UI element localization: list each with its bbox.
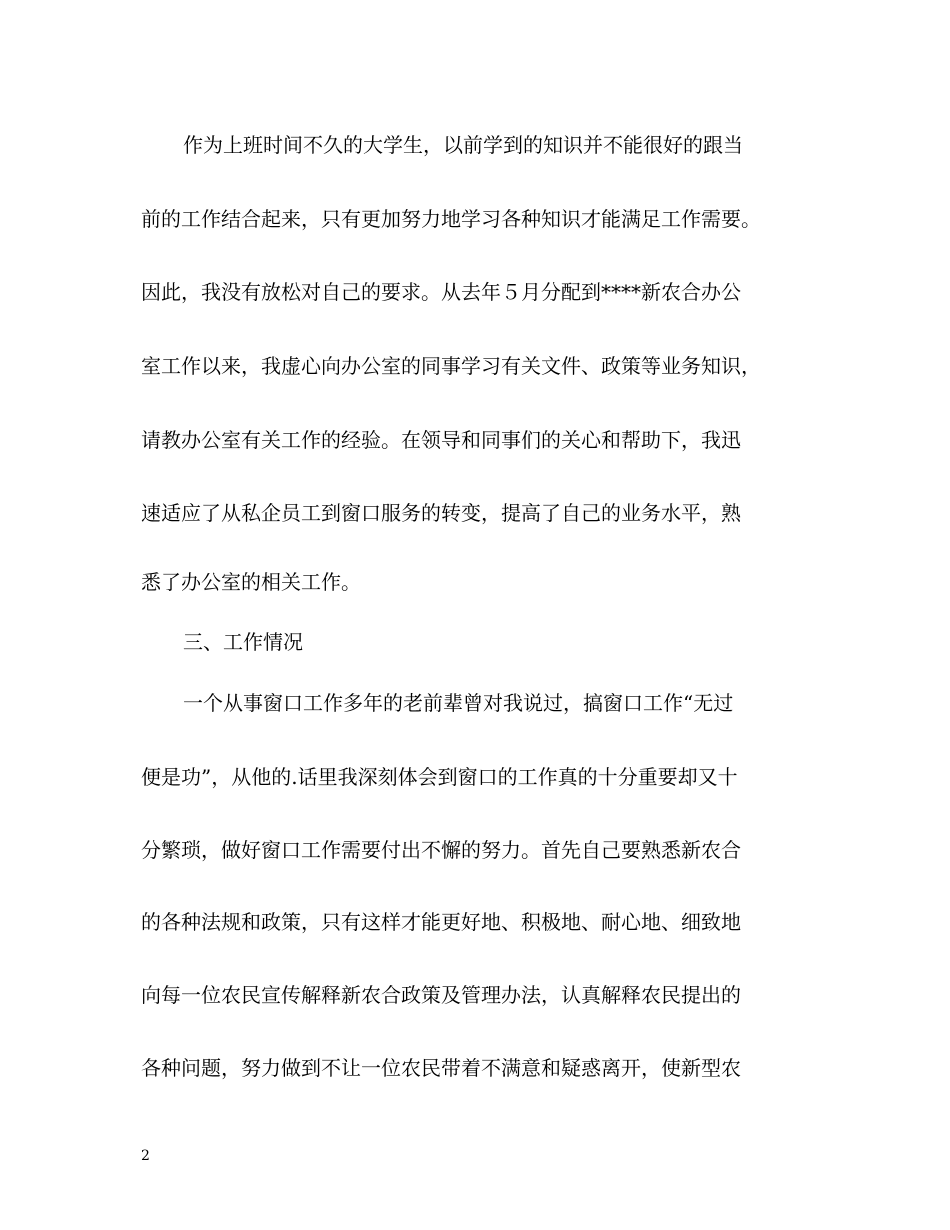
text-line: 室工作以来，我虚心向办公室的同事学习有关文件、政策等业务知识，: [141, 354, 761, 378]
text-line: 请教办公室有关工作的经验。在领导和同事们的关心和帮助下，我迅: [141, 428, 741, 452]
text-line: 便是功”，从他的.话里我深刻体会到窗口的工作真的十分重要却又十: [141, 765, 738, 789]
text-line: 分繁琐，做好窗口工作需要付出不懈的努力。首先自己要熟悉新农合: [141, 838, 741, 862]
text-line: 各种问题，努力做到不让一位农民带着不满意和疑惑离开，使新型农: [141, 1056, 741, 1080]
text-line: 因此，我没有放松对自己的要求。从去年５月分配到****新农合办公: [141, 280, 741, 304]
text-line: 速适应了从私企员工到窗口服务的转变，提高了自己的业务水平，熟: [141, 501, 741, 525]
text-line: 的各种法规和政策，只有这样才能更好地、积极地、耐心地、细致地: [141, 910, 741, 934]
text-line: 前的工作结合起来，只有更加努力地学习各种知识才能满足工作需要。: [141, 207, 761, 231]
text-line: 一个从事窗口工作多年的老前辈曾对我说过，搞窗口工作“无过: [183, 691, 734, 715]
text-line: 作为上班时间不久的大学生，以前学到的知识并不能很好的跟当: [183, 133, 743, 157]
text-line: 悉了办公室的相关工作。: [141, 570, 361, 594]
section-heading: 三、工作情况: [183, 630, 303, 654]
text-line: 向每一位农民宣传解释新农合政策及管理办法，认真解释农民提出的: [141, 983, 741, 1007]
page-number: 2: [141, 1148, 150, 1164]
